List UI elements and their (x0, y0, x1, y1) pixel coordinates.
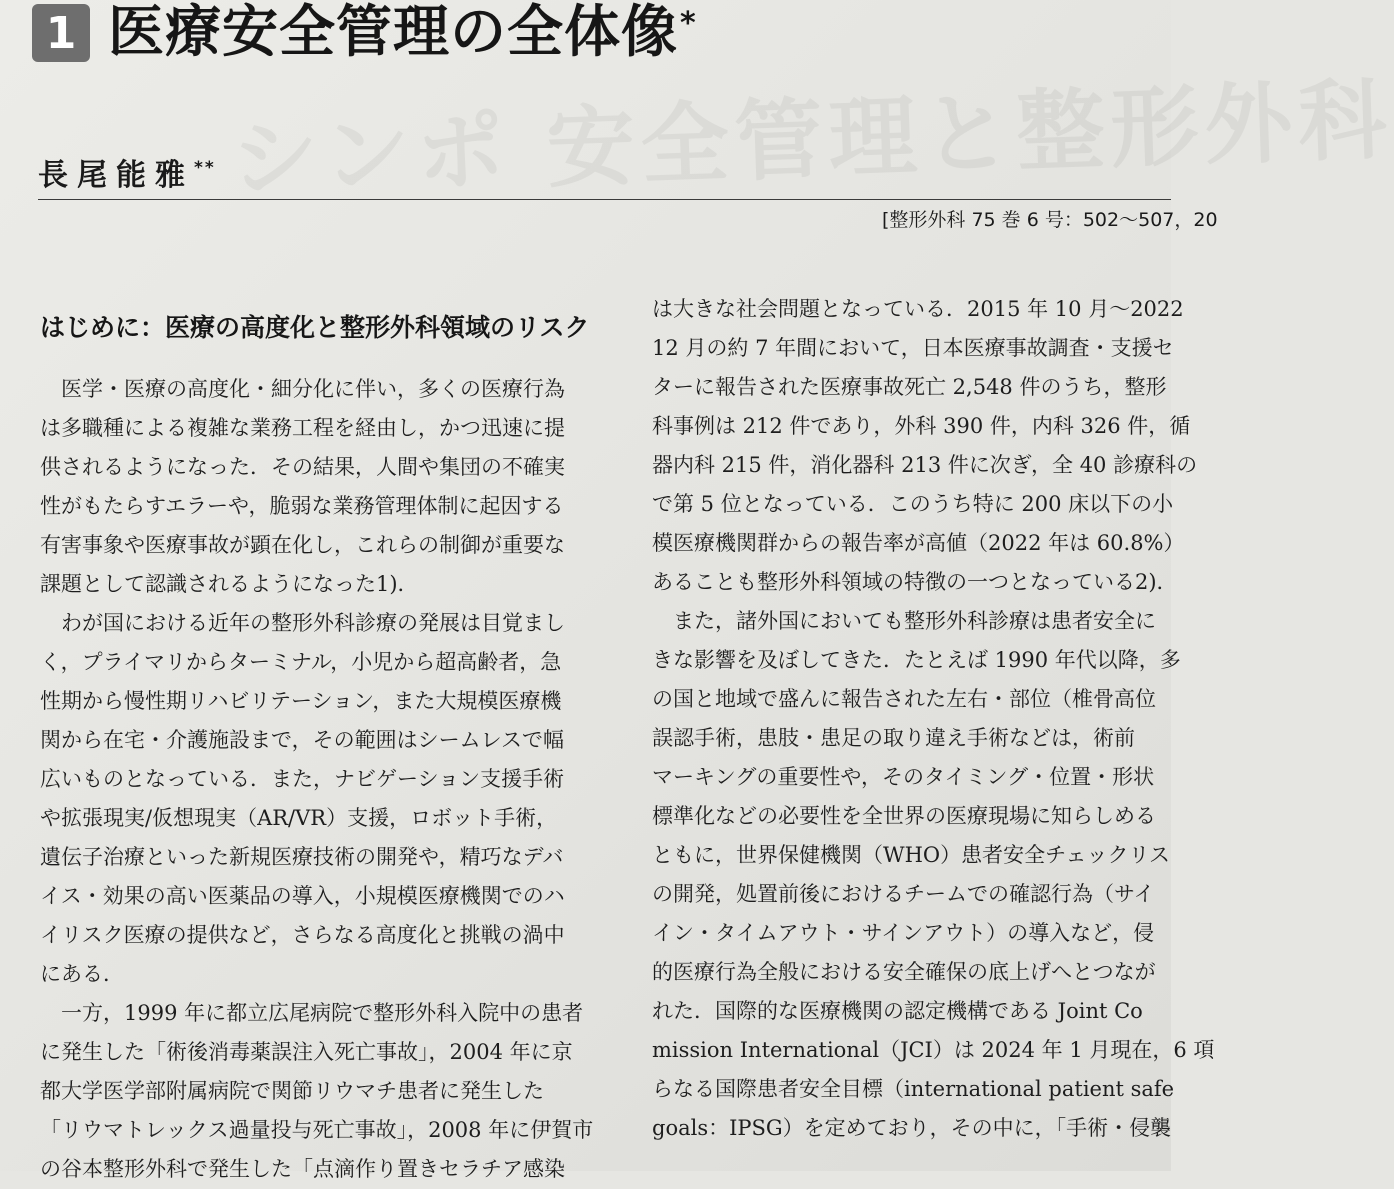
text-line: にある． (40, 962, 124, 986)
section-heading: はじめに：医療の高度化と整形外科領域のリスク (40, 313, 590, 342)
text-line: らなる国際患者安全目標（international patient safe (652, 1077, 1175, 1101)
text-line: ともに，世界保健機関（WHO）患者安全チェックリス (652, 843, 1171, 867)
text-line: 課題として認識されるようになった1)． (40, 572, 419, 596)
text-line: 広いものとなっている．また，ナビゲーション支援手術 (40, 767, 565, 791)
text-line: イス・効果の高い医薬品の導入，小規模医療機関でのハ (40, 884, 565, 908)
text-line: mission International（JCI）は 2024 年 1 月現在，6 項 (652, 1038, 1215, 1062)
text-line: 科事例は 212 件であり，外科 390 件，内科 326 件，循 (652, 414, 1191, 438)
text-line: あることも整形外科領域の特徴の一つとなっている2)． (652, 570, 1178, 594)
text-line: 都大学医学部附属病院で関節リウマチ患者に発生した (40, 1079, 544, 1103)
author-name (38, 150, 216, 194)
author-footnote-mark: ** (194, 158, 216, 178)
text-line: 12 月の約 7 年間において，日本医療事故調査・支援セ (652, 336, 1174, 360)
text-line: 医学・医療の高度化・細分化に伴い，多くの医療行為 (40, 377, 565, 401)
article-title-text: 医療安全管理の全体像 (108, 0, 678, 65)
text-line: は多職種による複雑な業務工程を経由し，かつ迅速に提 (40, 416, 565, 440)
text-line: で第 5 位となっている．このうち特に 200 床以下の小 (652, 492, 1174, 516)
author-name-text: 長尾能雅 (38, 158, 194, 193)
chapter-number-badge: 1 (32, 4, 90, 62)
text-line: は大きな社会問題となっている．2015 年 10 月～2022 (652, 297, 1184, 321)
text-line: 性期から慢性期リハビリテーション，また大規模医療機 (40, 689, 562, 713)
article-title (108, 0, 697, 65)
left-column-body (40, 370, 600, 1189)
text-line: の谷本整形外科で発生した「点滴作り置きセラチア感染 (40, 1157, 565, 1181)
text-line: 器内科 215 件，消化器科 213 件に次ぎ，全 40 診療科の (652, 453, 1198, 477)
text-line: や拡張現実/仮想現実（AR/VR）支援，ロボット手術， (40, 806, 558, 830)
text-line: 性がもたらすエラーや，脆弱な業務管理体制に起因する (40, 494, 564, 518)
text-line: イリスク医療の提供など，さらなる高度化と挑戦の渦中 (40, 923, 565, 947)
text-line: 供されるようになった．その結果，人間や集団の不確実 (40, 455, 565, 479)
text-line: 遺伝子治療といった新規医療技術の開発や，精巧なデバ (40, 845, 564, 869)
text-line: 「リウマトレックス過量投与死亡事故」，2008 年に伊賀市 (40, 1118, 594, 1142)
text-line: 標準化などの必要性を全世界の医療現場に知らしめる (652, 804, 1156, 828)
text-line: 関から在宅・介護施設まで，その範囲はシームレスで幅 (40, 728, 564, 752)
text-line: の開発，処置前後におけるチームでの確認行為（サイ (652, 882, 1155, 906)
text-line: の国と地域で盛んに報告された左右・部位（椎骨高位 (652, 687, 1156, 711)
right-column (652, 290, 1215, 1148)
text-line: 模医療機関群からの報告率が高値（2022 年は 60.8%） (652, 531, 1185, 555)
text-line: イン・タイムアウト・サインアウト）の導入など，侵 (652, 921, 1155, 945)
text-line: 一方，1999 年に都立広尾病院で整形外科入院中の患者 (40, 1001, 584, 1025)
journal-citation: [整形外科 75 巻 6 号：502～507，20 (882, 209, 1218, 231)
title-footnote-mark: * (680, 6, 697, 41)
text-line: れた．国際的な医療機関の認定機構である Joint Co (652, 999, 1143, 1023)
text-line: 有害事象や医療事故が顕在化し，これらの制御が重要な (40, 533, 565, 557)
right-column-body (652, 290, 1215, 1148)
text-line: 的医療行為全般における安全確保の底上げへとつなが (652, 960, 1156, 984)
text-line: goals：IPSG）を定めており，その中に，「手術・侵襲 (652, 1116, 1172, 1140)
header-divider (38, 199, 1171, 200)
text-line: わが国における近年の整形外科診療の発展は目覚まし (40, 611, 565, 635)
text-line: きな影響を及ぼしてきた．たとえば 1990 年代以降，多 (652, 648, 1181, 672)
text-line: マーキングの重要性や，そのタイミング・位置・形状 (652, 765, 1155, 789)
text-line: に発生した「術後消毒薬誤注入死亡事故」，2004 年に京 (40, 1040, 573, 1064)
text-line: また，諸外国においても整形外科診療は患者安全に (652, 609, 1156, 633)
show-through-text: シンポ 安全管理と整形外科 (228, 67, 1394, 212)
text-line: ターに報告された医療事故死亡 2,548 件のうち，整形 (652, 375, 1167, 399)
title-row (32, 0, 697, 66)
text-line: く，プライマリからターミナル，小児から超高齢者，急 (40, 650, 562, 674)
text-line: 誤認手術，患肢・患足の取り違え手術などは，術前 (652, 726, 1135, 750)
left-column (40, 298, 600, 1189)
